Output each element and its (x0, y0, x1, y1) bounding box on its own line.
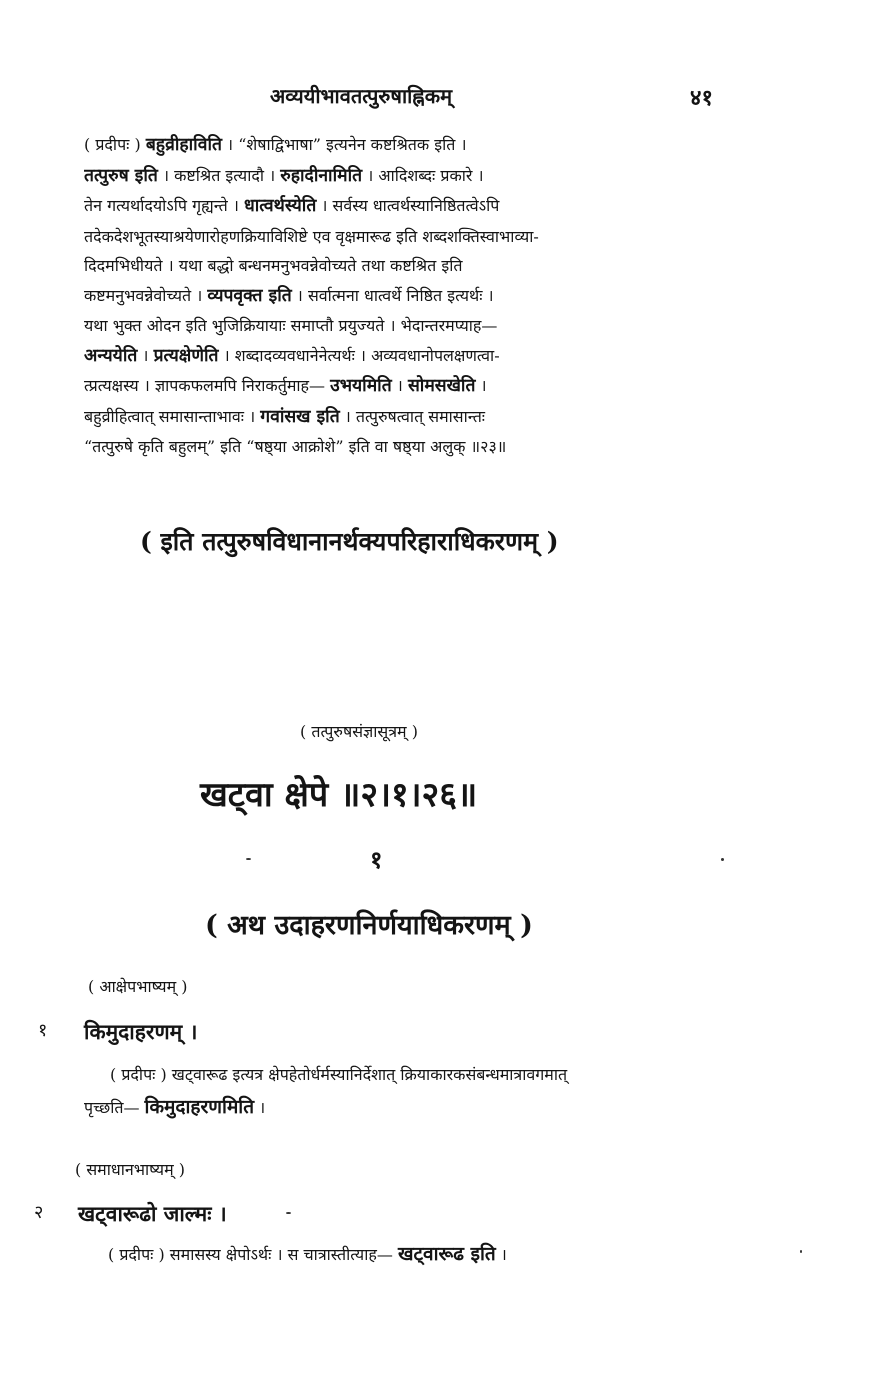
sutra-type-label: ( तत्पुरुषसंज्ञासूत्रम् ) (300, 722, 418, 741)
pradipa-bold-term: किमुदाहरणमिति (144, 1096, 255, 1118)
pradipa-text: । (495, 1245, 507, 1264)
bhashya-label-akshepa: ( आक्षेपभाष्यम् ) (88, 977, 188, 996)
commentary-text: “तत्पुरुषे कृति बहुलम्” इति “षष्ठ्या आक्रोशे” इति वा षष्ठ्या अलुक् ॥२३॥ (84, 437, 507, 456)
pradipa-text: ( प्रदीपः ) समासस्य क्षेपोऽर्थः । स चात्रास्तीत्याह— (108, 1245, 398, 1264)
commentary-line (84, 191, 734, 222)
commentary-text: तदेकदेशभूतस्याश्रयेणारोहणक्रियाविशिष्टे एव वृक्षमारूढ इति शब्दशक्तिस्वाभाव्या- (84, 226, 539, 246)
commentary-line (84, 402, 734, 433)
adhikarana-title: ( अथ उदाहरणनिर्णयाधिकरणम् ) (205, 910, 533, 941)
commentary-line (84, 281, 734, 312)
commentary-text: तेन गत्यर्थादयोऽपि गृह्यन्ते । (84, 196, 244, 215)
pradipa-commentary-1 (84, 1058, 744, 1124)
commentary-bold-term: सोमसखेति (407, 376, 476, 396)
commentary-text: । आदिशब्दः प्रकारे । (362, 165, 484, 185)
adhikarana-number: १ (370, 845, 383, 874)
pradipa-line (84, 1091, 744, 1124)
commentary-bold-term: गवांसख इति (260, 406, 340, 427)
commentary-text: यथा भुक्त ओदन इति भुजिक्रियायाः समाप्तौ प्रयुज्यते । भेदान्तरमप्याह— (84, 316, 498, 335)
commentary-bold-term: अन्ययेति (84, 345, 138, 366)
commentary-line (84, 161, 734, 192)
pradipa-commentary-2 (108, 1238, 728, 1271)
commentary-line (84, 341, 734, 372)
bhashya-label-samadhana: ( समाधानभाष्यम् ) (75, 1160, 185, 1179)
commentary-bold-term: तत्पुरुष इति (84, 165, 158, 186)
scan-speck (286, 1212, 291, 1214)
commentary-text: । शब्दादव्यवधानेनेत्यर्थः । अव्यवधानोपलक्षणत्वा- (218, 345, 500, 365)
commentary-text: बहुव्रीहित्वात् समासान्ताभावः । (84, 406, 261, 426)
section-end-heading: ( इति तत्पुरुषविधानानर्थक्यपरिहाराधिकरणम् ) (140, 527, 559, 556)
commentary-text: । “शेषाद्विभाषा” इत्यनेन कष्टश्रितक इति । (221, 135, 467, 154)
pradipa-line: ( प्रदीपः ) खट्वारूढ इत्यत्र क्षेपहेतोर्धर्मस्यानिर्देशात् क्रियाकारकसंबन्धमात्रावगमात् (110, 1065, 568, 1084)
commentary-text: दिदमभिधीयते । यथा बद्धो बन्धनमनुभवन्नेवोच्यते तथा कष्टश्रित इति (84, 256, 463, 275)
pradipa-commentary-block (84, 130, 734, 462)
commentary-bold-term: प्रत्यक्षेणेति (153, 345, 219, 366)
pradipa-bold-term: खट्वारूढ इति (397, 1243, 496, 1265)
commentary-bold-term: उभयमिति (330, 376, 392, 396)
commentary-line (84, 251, 734, 281)
commentary-bold-term: धात्वर्थस्येति (243, 196, 317, 216)
pradipa-text: पृच्छति— (84, 1098, 145, 1117)
sutra-text: खट्वा क्षेपे ॥२।१।२६॥ (200, 775, 478, 815)
commentary-text: । कष्टश्रित इत्यादौ । (157, 165, 281, 185)
bhashya-text: किमुदाहरणम् । (84, 1019, 198, 1044)
commentary-line (84, 130, 734, 161)
commentary-text: । सर्वस्य धात्वर्थस्यानिष्ठितत्वेऽपि (316, 196, 500, 215)
scan-speck (721, 858, 724, 861)
commentary-text: कष्टमनुभवन्नेवोच्यते । (84, 285, 208, 305)
commentary-line (84, 311, 734, 341)
commentary-line (84, 222, 734, 252)
commentary-text: । (391, 376, 408, 395)
bhashya-number: १ (38, 1020, 48, 1041)
commentary-line (84, 432, 734, 462)
commentary-text: । (137, 345, 154, 365)
commentary-text: । सर्वात्मना धात्वर्थे निष्ठित इत्यर्थः । (291, 285, 494, 305)
commentary-bold-term: बहुव्रीहाविति (145, 135, 222, 155)
commentary-text: । (475, 376, 487, 395)
page-number: ४१ (690, 85, 713, 111)
pradipa-text: । (254, 1098, 266, 1117)
commentary-text: । तत्पुरुषत्वात् समासान्तः (339, 406, 486, 426)
commentary-line (84, 371, 734, 402)
commentary-text: त्प्रत्यक्षस्य । ज्ञापकफलमपि निराकर्तुमाह— (84, 376, 331, 395)
commentary-bold-term: व्यपवृक्त इति (207, 285, 292, 306)
bhashya-number: २ (34, 1202, 44, 1223)
scan-speck (800, 1250, 802, 1253)
bhashya-text: खट्वारूढो जाल्मः । (78, 1201, 227, 1226)
commentary-bold-term: रुहादीनामिति (280, 165, 363, 186)
running-header-title: अव्ययीभावतत्पुरुषाह्निकम् (270, 84, 453, 108)
scan-speck (246, 858, 251, 860)
commentary-text: ( प्रदीपः ) (84, 135, 146, 154)
